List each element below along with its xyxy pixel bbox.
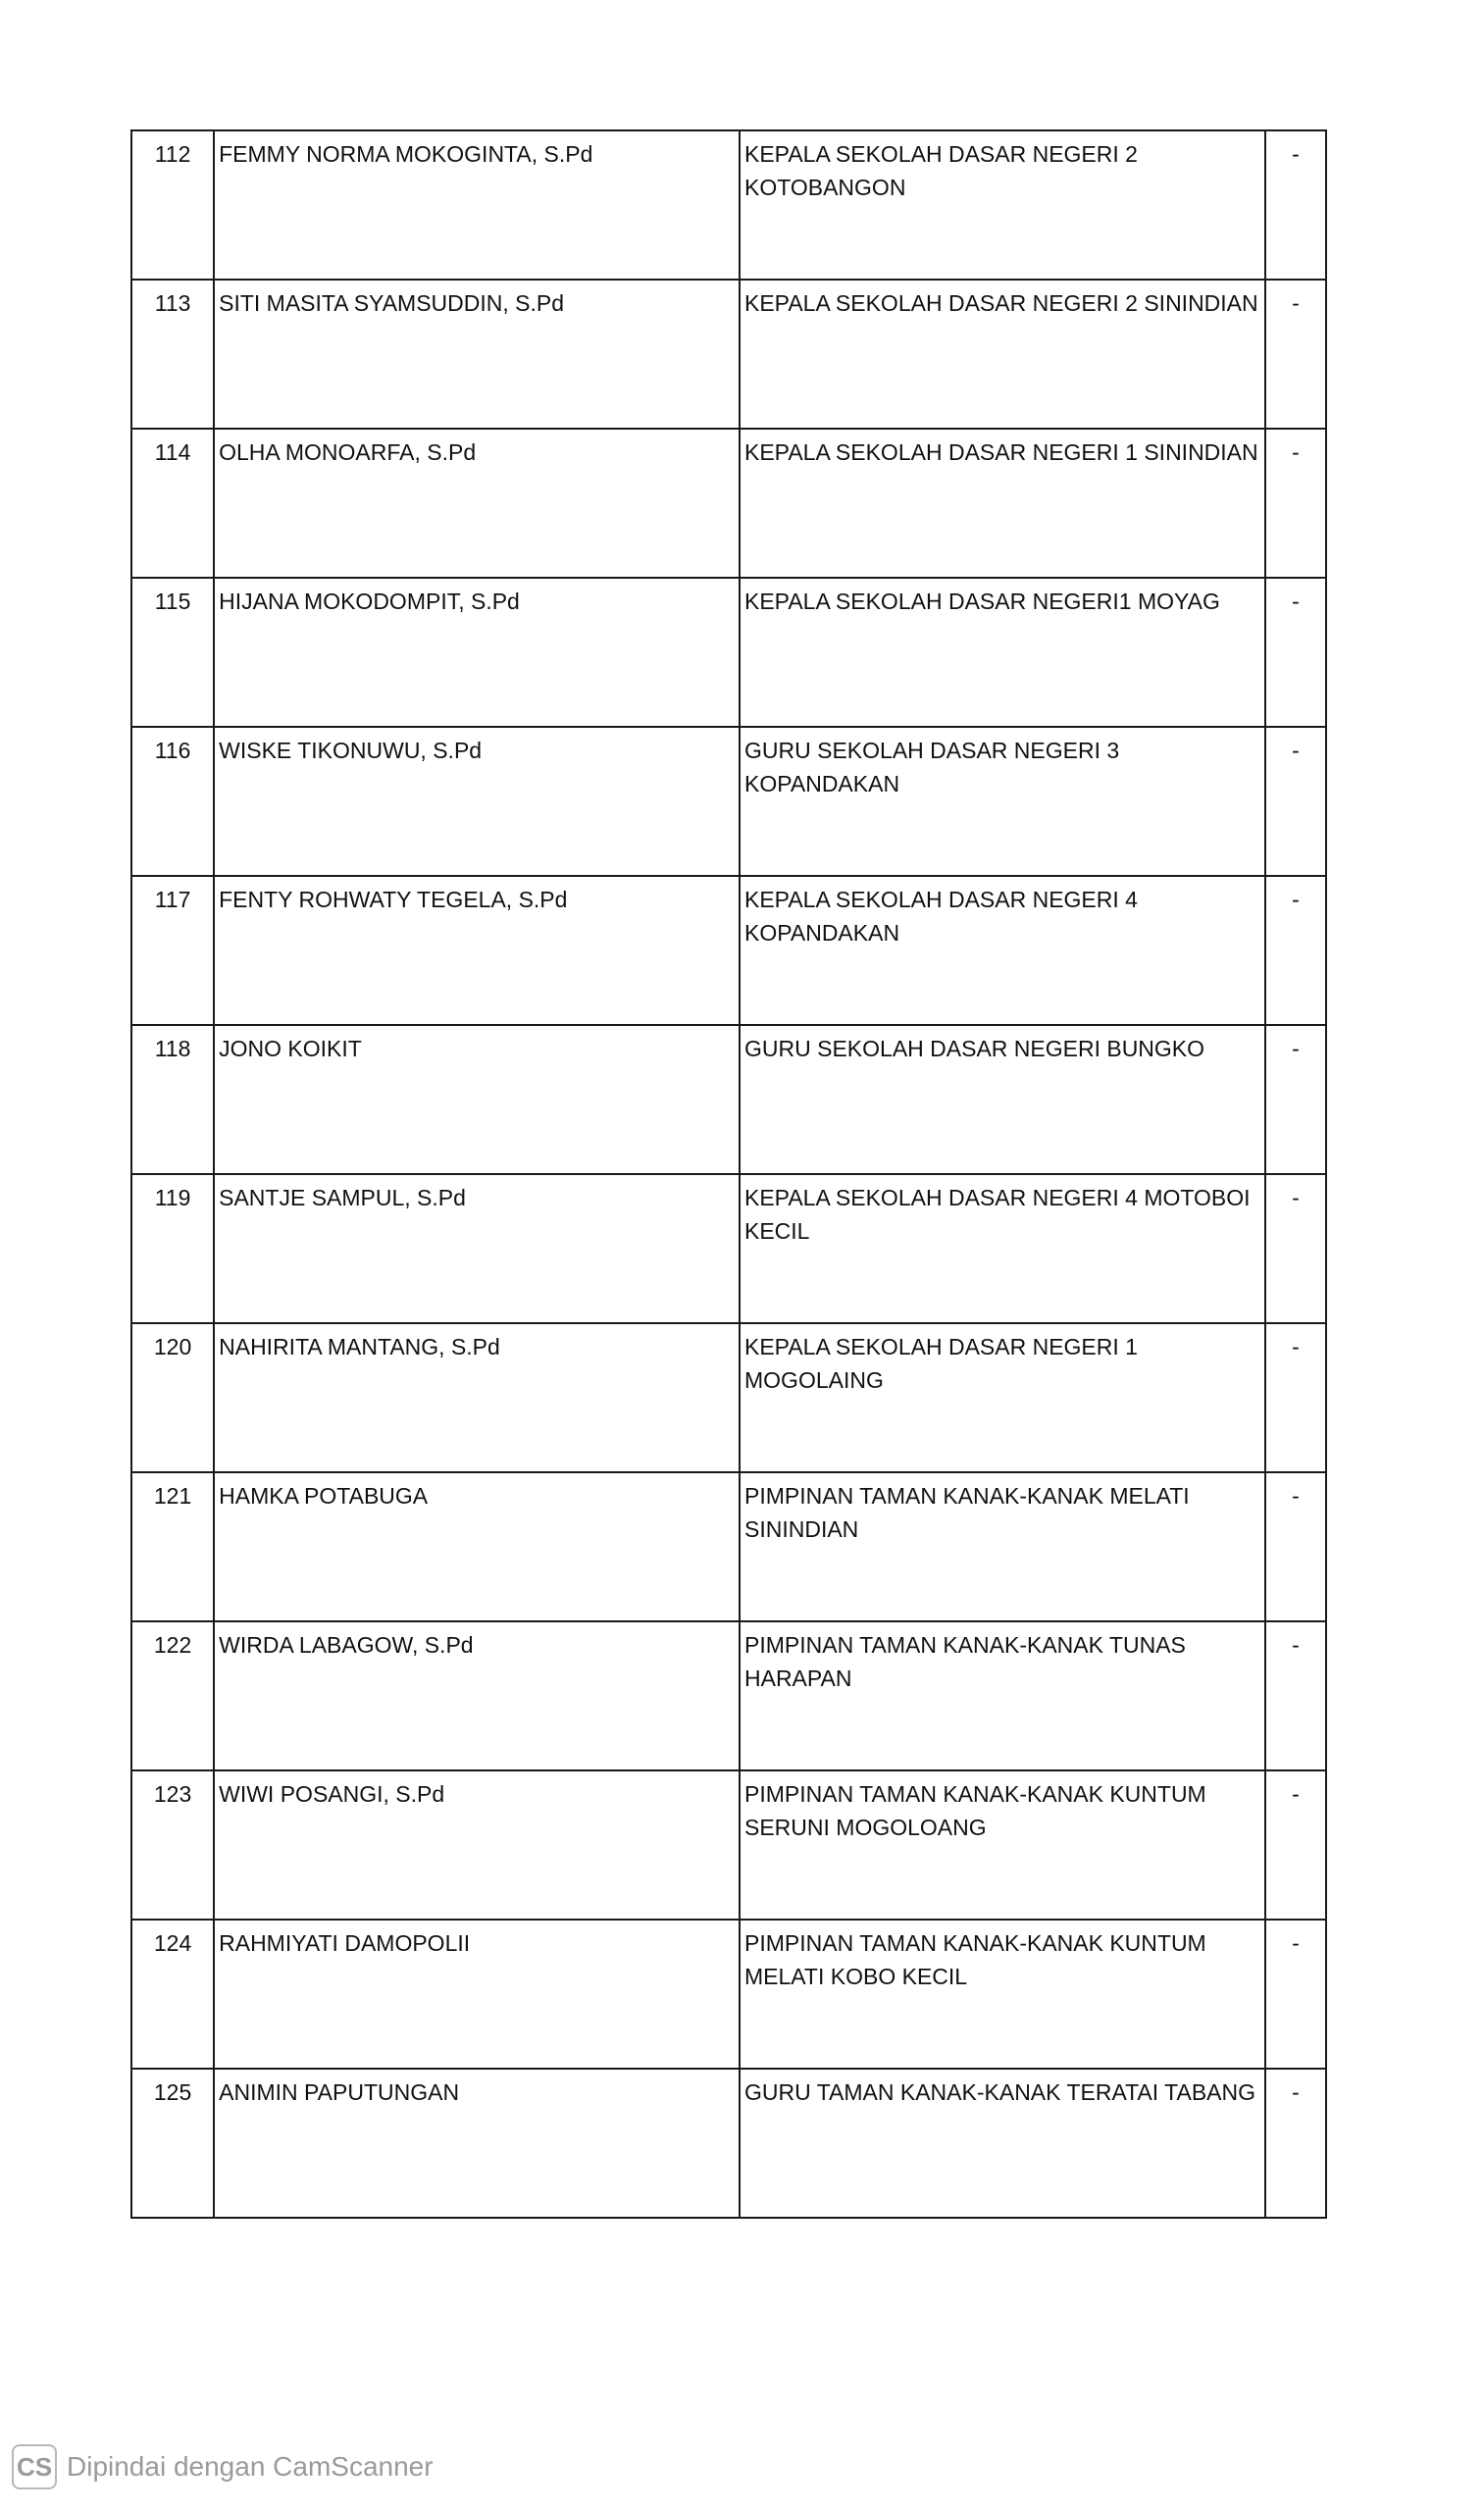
person-name: ANIMIN PAPUTUNGAN <box>219 2079 460 2105</box>
camscanner-logo-icon: CS <box>12 2444 57 2489</box>
note-value: - <box>1292 1483 1300 1509</box>
table-row <box>131 1174 1326 1323</box>
position-title: KEPALA SEKOLAH DASAR NEGERI 2 SININDIAN <box>744 290 1258 316</box>
table-row <box>131 280 1326 429</box>
row-number: 121 <box>153 1483 192 1509</box>
table-row <box>131 876 1326 1025</box>
note-cell <box>1265 1920 1326 2069</box>
position-cell <box>740 1174 1265 1323</box>
row-number: 125 <box>153 2079 192 2105</box>
row-number: 124 <box>153 1930 192 1956</box>
note-value: - <box>1292 1781 1300 1807</box>
name-cell <box>214 1770 740 1920</box>
name-cell <box>214 876 740 1025</box>
position-title: PIMPINAN TAMAN KANAK-KANAK KUNTUM SERUNI MOGOLOANG <box>744 1781 1206 1840</box>
note-value: - <box>1292 290 1300 316</box>
note-cell <box>1265 1323 1326 1472</box>
position-cell <box>740 1920 1265 2069</box>
name-cell <box>214 1174 740 1323</box>
position-cell <box>740 280 1265 429</box>
note-cell <box>1265 280 1326 429</box>
person-name: WIRDA LABAGOW, S.Pd <box>219 1632 474 1658</box>
person-name: FENTY ROHWATY TEGELA, S.Pd <box>219 887 568 912</box>
name-cell <box>214 280 740 429</box>
note-value: - <box>1292 141 1300 167</box>
position-title: KEPALA SEKOLAH DASAR NEGERI1 MOYAG <box>744 589 1220 614</box>
note-cell <box>1265 727 1326 876</box>
position-title: PIMPINAN TAMAN KANAK-KANAK TUNAS HARAPAN <box>744 1632 1186 1691</box>
name-cell <box>214 1920 740 2069</box>
table-row <box>131 1025 1326 1174</box>
note-value: - <box>1292 1334 1300 1359</box>
row-number-cell <box>131 1920 214 2069</box>
position-cell <box>740 1770 1265 1920</box>
person-name: NAHIRITA MANTANG, S.Pd <box>219 1334 500 1359</box>
position-title: KEPALA SEKOLAH DASAR NEGERI 1 SININDIAN <box>744 439 1258 465</box>
camscanner-watermark <box>12 2444 434 2489</box>
row-number: 122 <box>153 1632 192 1658</box>
position-title: GURU SEKOLAH DASAR NEGERI BUNGKO <box>744 1036 1205 1061</box>
row-number: 119 <box>154 1185 191 1210</box>
row-number-cell <box>131 1025 214 1174</box>
note-cell <box>1265 1025 1326 1174</box>
table-row <box>131 1323 1326 1472</box>
person-name: WISKE TIKONUWU, S.Pd <box>219 738 483 763</box>
note-cell <box>1265 1770 1326 1920</box>
row-number: 117 <box>154 887 191 912</box>
note-cell <box>1265 1174 1326 1323</box>
table-row <box>131 578 1326 727</box>
row-number-cell <box>131 280 214 429</box>
row-number-cell <box>131 1174 214 1323</box>
name-cell <box>214 578 740 727</box>
watermark-text: Dipindai dengan CamScanner <box>67 2451 434 2482</box>
person-name: HAMKA POTABUGA <box>219 1483 429 1509</box>
name-cell <box>214 1621 740 1770</box>
position-cell <box>740 429 1265 578</box>
person-name: SITI MASITA SYAMSUDDIN, S.Pd <box>219 290 565 316</box>
note-cell <box>1265 2069 1326 2218</box>
note-cell <box>1265 1472 1326 1621</box>
position-title: KEPALA SEKOLAH DASAR NEGERI 2 KOTOBANGON <box>744 141 1138 200</box>
person-name: HIJANA MOKODOMPIT, S.Pd <box>219 589 520 614</box>
note-cell <box>1265 130 1326 280</box>
position-title: GURU TAMAN KANAK-KANAK TERATAI TABANG <box>744 2079 1256 2105</box>
position-cell <box>740 1323 1265 1472</box>
position-title: KEPALA SEKOLAH DASAR NEGERI 1 MOGOLAING <box>744 1334 1138 1393</box>
name-cell <box>214 429 740 578</box>
row-number-cell <box>131 1770 214 1920</box>
position-cell <box>740 876 1265 1025</box>
position-title: KEPALA SEKOLAH DASAR NEGERI 4 KOPANDAKAN <box>744 887 1138 946</box>
note-value: - <box>1292 738 1300 763</box>
row-number-cell <box>131 130 214 280</box>
position-title: GURU SEKOLAH DASAR NEGERI 3 KOPANDAKAN <box>744 738 1120 796</box>
row-number-cell <box>131 1621 214 1770</box>
row-number: 112 <box>154 141 191 167</box>
position-cell <box>740 130 1265 280</box>
position-cell <box>740 1025 1265 1174</box>
table-row <box>131 2069 1326 2218</box>
position-cell <box>740 1472 1265 1621</box>
position-title: PIMPINAN TAMAN KANAK-KANAK MELATI SININDIAN <box>744 1483 1190 1542</box>
person-name: RAHMIYATI DAMOPOLII <box>219 1930 471 1956</box>
person-name: SANTJE SAMPUL, S.Pd <box>219 1185 466 1210</box>
note-value: - <box>1292 1185 1300 1210</box>
row-number-cell <box>131 727 214 876</box>
note-cell <box>1265 578 1326 727</box>
row-number-cell <box>131 429 214 578</box>
note-cell <box>1265 876 1326 1025</box>
note-cell <box>1265 1621 1326 1770</box>
position-cell <box>740 578 1265 727</box>
table-row <box>131 727 1326 876</box>
name-cell <box>214 1025 740 1174</box>
note-value: - <box>1292 1632 1300 1658</box>
row-number: 113 <box>154 290 191 316</box>
name-cell <box>214 1472 740 1621</box>
note-value: - <box>1292 1930 1300 1956</box>
person-name: FEMMY NORMA MOKOGINTA, S.Pd <box>219 141 593 167</box>
row-number: 118 <box>154 1036 191 1061</box>
table-row <box>131 429 1326 578</box>
person-name: OLHA MONOARFA, S.Pd <box>219 439 477 465</box>
note-value: - <box>1292 2079 1300 2105</box>
person-name: WIWI POSANGI, S.Pd <box>219 1781 445 1807</box>
row-number-cell <box>131 1472 214 1621</box>
note-value: - <box>1292 887 1300 912</box>
name-cell <box>214 727 740 876</box>
note-value: - <box>1292 589 1300 614</box>
name-cell <box>214 130 740 280</box>
row-number: 116 <box>154 738 191 763</box>
note-value: - <box>1292 1036 1300 1061</box>
row-number: 115 <box>154 589 191 614</box>
row-number: 114 <box>154 439 191 465</box>
table-row <box>131 1472 1326 1621</box>
name-cell <box>214 2069 740 2218</box>
row-number-cell <box>131 578 214 727</box>
row-number-cell <box>131 876 214 1025</box>
personnel-table <box>130 129 1327 2219</box>
position-cell <box>740 2069 1265 2218</box>
person-name: JONO KOIKIT <box>219 1036 362 1061</box>
table-row <box>131 1621 1326 1770</box>
position-cell <box>740 1621 1265 1770</box>
note-value: - <box>1292 439 1300 465</box>
table-row <box>131 1920 1326 2069</box>
row-number: 120 <box>153 1334 192 1359</box>
table-row <box>131 1770 1326 1920</box>
row-number-cell <box>131 1323 214 1472</box>
position-title: KEPALA SEKOLAH DASAR NEGERI 4 MOTOBOI KECIL <box>744 1185 1251 1244</box>
table-row <box>131 130 1326 280</box>
row-number-cell <box>131 2069 214 2218</box>
row-number: 123 <box>153 1781 192 1807</box>
note-cell <box>1265 429 1326 578</box>
name-cell <box>214 1323 740 1472</box>
position-title: PIMPINAN TAMAN KANAK-KANAK KUNTUM MELATI KOBO KECIL <box>744 1930 1206 1989</box>
position-cell <box>740 727 1265 876</box>
